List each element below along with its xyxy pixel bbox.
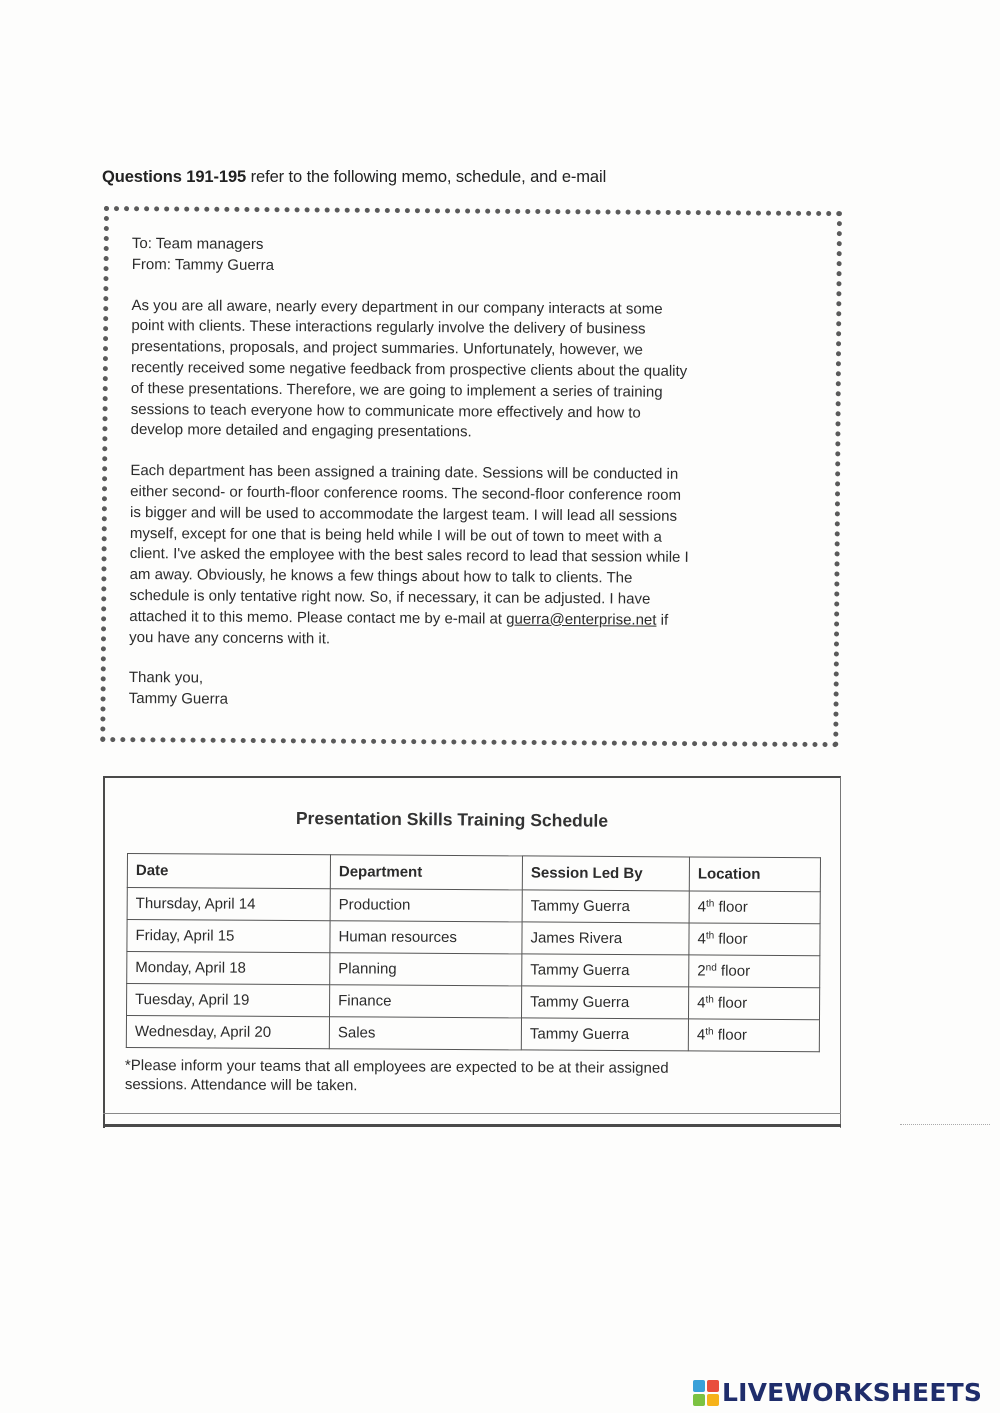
liveworksheets-logo[interactable] bbox=[693, 1378, 982, 1407]
memo-line: develop more detailed and engaging presentations. bbox=[130, 421, 472, 441]
divider bbox=[103, 1113, 841, 1114]
column-header-session-led-by: Session Led By bbox=[522, 856, 689, 891]
memo-line: either second- or fourth-floor conference rooms. The second-floor conference room bbox=[130, 482, 682, 504]
memo-from: From: Tammy Guerra bbox=[131, 255, 275, 274]
schedule-title: Presentation Skills Training Schedule bbox=[295, 808, 609, 831]
cell-location: 4th floor bbox=[689, 891, 820, 924]
memo-line: am away. Obviously, he knows a few things about how to talk to clients. The bbox=[129, 566, 633, 587]
memo-line-text: if bbox=[656, 611, 669, 629]
memo-line: client. I've asked the employee with the best sales record to lead that session while I bbox=[129, 545, 689, 567]
table-row bbox=[126, 1016, 819, 1052]
memo bbox=[129, 234, 827, 715]
memo-line: recently received some negative feedback from prospective clients about the quality bbox=[131, 358, 688, 380]
column-header-date: Date bbox=[127, 854, 330, 889]
schedule-table bbox=[126, 853, 821, 1052]
cell-location: 2nd floor bbox=[689, 955, 820, 988]
memo-line: schedule is only tentative right now. So, if necessary, it can be adjusted. I have bbox=[129, 586, 651, 608]
memo-line: myself, except for one that is being held while I will be out of town to meet with a bbox=[129, 524, 662, 546]
memo-to: To: Team managers bbox=[131, 234, 264, 253]
cell-date: Thursday, April 14 bbox=[127, 888, 330, 921]
cell-date: Tuesday, April 19 bbox=[127, 984, 330, 1017]
logo-square bbox=[707, 1380, 719, 1392]
cell-session-led-by: Tammy Guerra bbox=[522, 890, 689, 923]
memo-line: presentations, proposals, and project summaries. Unfortunately, however, we bbox=[131, 338, 643, 359]
column-header-location: Location bbox=[689, 857, 820, 892]
memo-paragraph-2 bbox=[129, 461, 825, 653]
note-line: sessions. Attendance will be taken. bbox=[124, 1075, 358, 1095]
table-row bbox=[127, 984, 820, 1020]
cell-date: Monday, April 18 bbox=[127, 952, 330, 985]
cell-department: Human resources bbox=[330, 921, 522, 954]
logo-square bbox=[693, 1394, 705, 1406]
memo-line: As you are all aware, nearly every department in our company interacts at some bbox=[131, 296, 663, 318]
cell-date: Friday, April 15 bbox=[127, 920, 330, 953]
questions-heading bbox=[102, 168, 606, 187]
logo-text: LIVEWORKSHEETS bbox=[722, 1378, 983, 1407]
memo-signature: Tammy Guerra bbox=[128, 690, 229, 708]
cell-session-led-by: Tammy Guerra bbox=[522, 954, 689, 987]
table-row bbox=[127, 920, 820, 956]
cell-date: Wednesday, April 20 bbox=[126, 1016, 329, 1049]
memo-line: sessions to teach everyone how to communicate more effectively and how to bbox=[130, 400, 641, 422]
memo-line: Each department has been assigned a training date. Sessions will be conducted in bbox=[130, 462, 679, 483]
memo-line: is bigger and will be used to accommodate the largest team. I will lead all sessions bbox=[129, 503, 678, 525]
memo-paragraph-1 bbox=[131, 296, 827, 446]
cell-session-led-by: James Rivera bbox=[522, 922, 689, 955]
cell-department: Production bbox=[330, 889, 522, 922]
questions-heading-rest: refer to the following memo, schedule, and e-mail bbox=[246, 168, 607, 186]
cell-session-led-by: Tammy Guerra bbox=[522, 986, 689, 1019]
memo-closing: Thank you, bbox=[128, 669, 204, 687]
column-header-department: Department bbox=[330, 855, 522, 890]
memo-line: point with clients. These interactions regularly involve the delivery of business bbox=[131, 317, 646, 338]
logo-square bbox=[707, 1394, 719, 1406]
note-line: *Please inform your teams that all employees are expected to be at their assigned bbox=[124, 1057, 669, 1077]
cell-session-led-by: Tammy Guerra bbox=[521, 1018, 688, 1051]
memo-line-text: attached it to this memo. Please contact me by e-mail at bbox=[129, 607, 507, 628]
scan-artifact bbox=[900, 1124, 990, 1125]
cell-department: Finance bbox=[330, 985, 522, 1018]
memo-line: you have any concerns with it. bbox=[129, 628, 331, 647]
table-header-row bbox=[127, 854, 820, 892]
cell-location: 4th floor bbox=[688, 987, 819, 1020]
cell-location: 4th floor bbox=[688, 1019, 819, 1052]
table-row bbox=[127, 952, 820, 988]
cell-location: 4th floor bbox=[689, 923, 820, 956]
email-link[interactable]: guerra@enterprise.net bbox=[506, 610, 657, 629]
logo-square bbox=[693, 1380, 705, 1392]
cell-department: Sales bbox=[329, 1017, 521, 1050]
liveworksheets-logo-icon bbox=[693, 1380, 719, 1406]
table-row bbox=[127, 888, 820, 924]
questions-range: Questions 191-195 bbox=[102, 168, 247, 186]
cell-department: Planning bbox=[330, 953, 522, 986]
memo-line: of these presentations. Therefore, we are going to implement a series of training bbox=[130, 379, 663, 401]
schedule-note bbox=[125, 1056, 775, 1097]
divider bbox=[103, 1124, 841, 1127]
